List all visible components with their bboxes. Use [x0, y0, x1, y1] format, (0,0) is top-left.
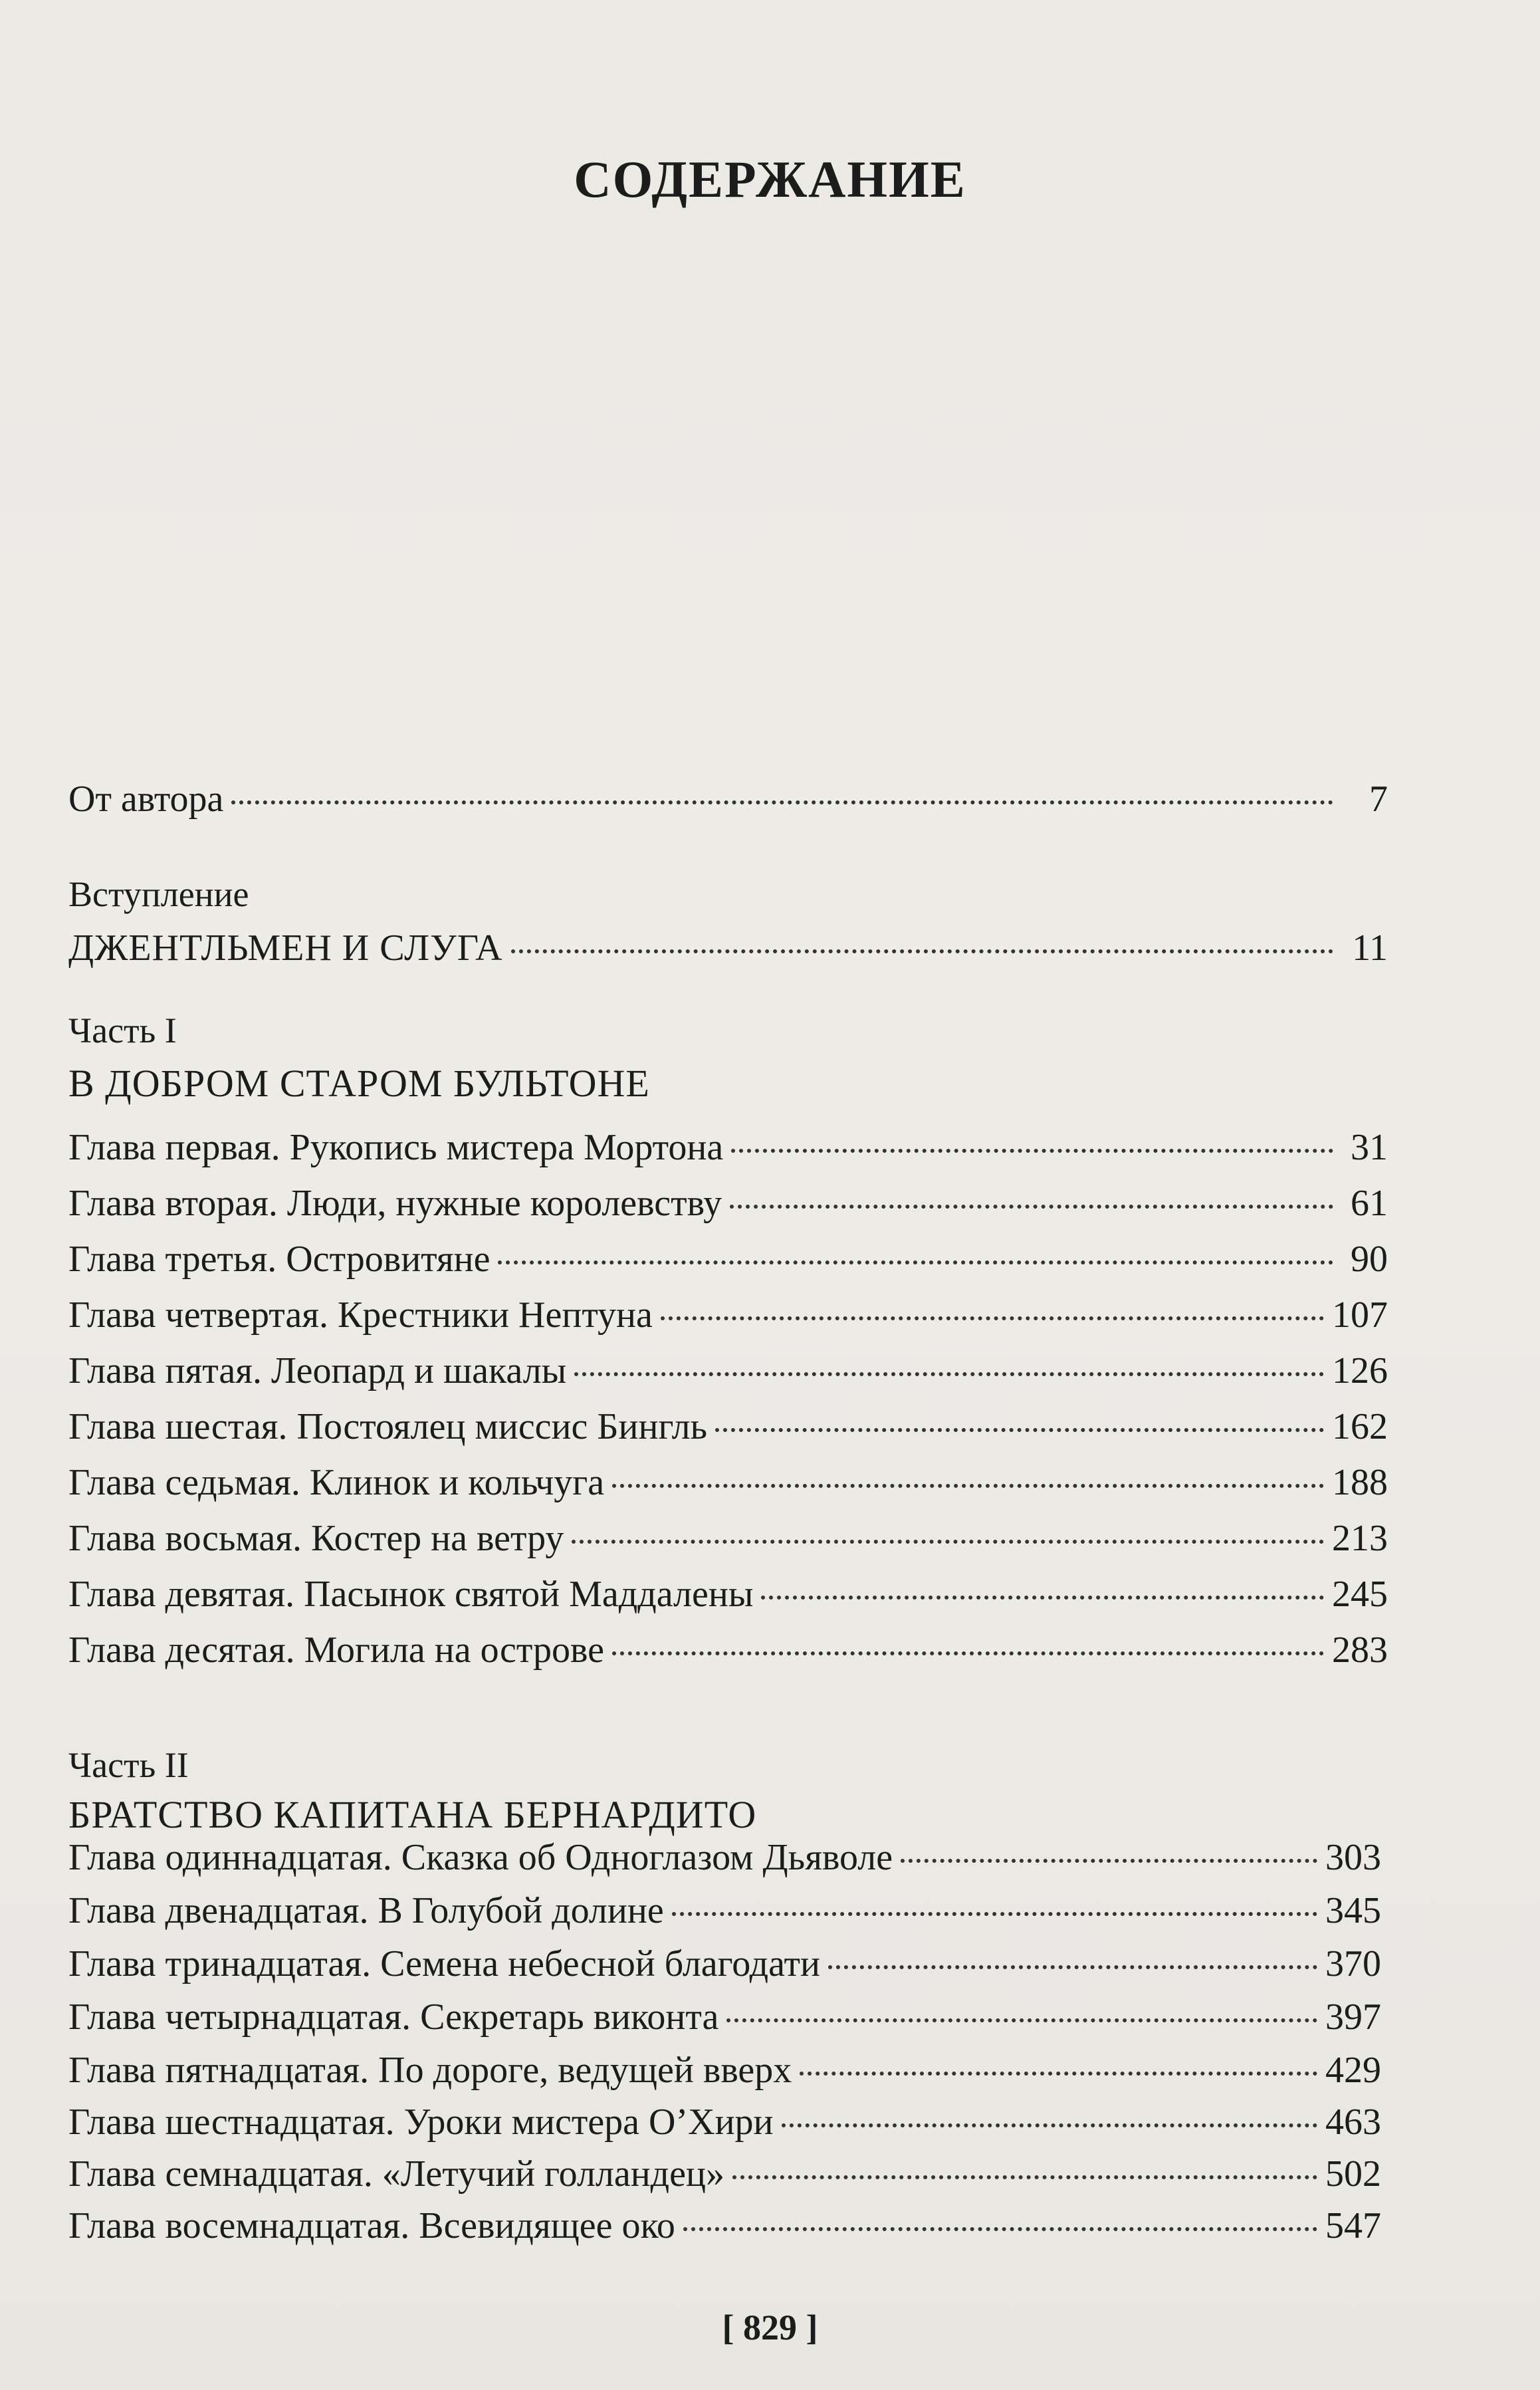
part2-heading: Часть II — [68, 1745, 189, 1785]
toc-row — [68, 2198, 1381, 2254]
dot-leader — [572, 1540, 1324, 1544]
toc-label: Глава четвертая. Крестники Нептуна — [68, 1294, 653, 1336]
toc-row — [68, 1622, 1388, 1678]
toc-page: 213 — [1332, 1518, 1388, 1559]
toc-label: Глава восемнадцатая. Всевидящее око — [68, 2205, 675, 2246]
dot-leader — [730, 1205, 1333, 1209]
toc-page: 303 — [1325, 1837, 1381, 1878]
toc-row — [68, 1510, 1388, 1566]
dot-leader — [574, 1372, 1324, 1376]
toc-page: 7 — [1369, 778, 1388, 820]
toc-page: 245 — [1332, 1574, 1388, 1615]
toc-row-author-note — [68, 771, 1388, 827]
toc-row — [68, 2146, 1381, 2202]
dot-leader — [683, 2227, 1317, 2231]
toc-label: Глава одиннадцатая. Сказка об Одноглазом Дьяволе — [68, 1837, 893, 1878]
toc-label: Глава тринадцатая. Семена небесной благодати — [68, 1943, 820, 1984]
toc-page: 397 — [1325, 1996, 1381, 2038]
toc-row — [68, 1989, 1381, 2045]
toc-row — [68, 1830, 1381, 1885]
toc-page: 345 — [1325, 1890, 1381, 1931]
dot-leader — [726, 2018, 1317, 2022]
toc-label: Глава шестая. Постоялец миссис Бингль — [68, 1406, 708, 1447]
page-number: [ 829 ] — [722, 2308, 818, 2347]
dot-leader — [901, 1859, 1317, 1863]
toc-row — [68, 1936, 1381, 1992]
page-title: СОДЕРЖАНИЕ — [574, 150, 966, 208]
intro-heading: Вступление — [68, 874, 249, 914]
toc-label: Глава четырнадцатая. Секретарь виконта — [68, 1996, 719, 2038]
dot-leader — [761, 1596, 1324, 1600]
toc-row — [68, 1455, 1388, 1510]
toc-label: Глава семнадцатая. «Летучий голландец» — [68, 2153, 724, 2195]
toc-row — [68, 1287, 1388, 1343]
toc-row-intro — [68, 920, 1388, 976]
toc-label: Глава первая. Рукопись мистера Мортона — [68, 1127, 724, 1168]
toc-label: Глава девятая. Пасынок святой Маддалены — [68, 1574, 754, 1615]
toc-label: Глава двенадцатая. В Голубой долине — [68, 1890, 664, 1931]
toc-page: 463 — [1325, 2101, 1381, 2143]
toc-label: ДЖЕНТЛЬМЕН И СЛУГА — [68, 927, 503, 969]
toc-page: 547 — [1325, 2205, 1381, 2246]
toc-label: Глава шестнадцатая. Уроки мистера О’Хири — [68, 2101, 774, 2143]
toc-row — [68, 2094, 1381, 2150]
toc-page: 429 — [1325, 2050, 1381, 2091]
toc-label: Глава восьмая. Костер на ветру — [68, 1518, 564, 1559]
toc-label: Глава седьмая. Клинок и кольчуга — [68, 1462, 605, 1503]
dot-leader — [828, 1965, 1317, 1969]
dot-leader — [612, 1484, 1324, 1488]
dot-leader — [672, 1912, 1317, 1916]
part1-heading: Часть I — [68, 1011, 177, 1050]
toc-row — [68, 1343, 1388, 1399]
toc-label: Глава пятнадцатая. По дороге, ведущей вверх — [68, 2050, 792, 2091]
toc-row — [68, 2042, 1381, 2098]
dot-leader — [612, 1651, 1324, 1655]
toc-page: 61 — [1351, 1183, 1388, 1224]
dot-leader — [231, 800, 1333, 804]
toc-page: 188 — [1332, 1462, 1388, 1503]
toc-page: 90 — [1351, 1239, 1388, 1280]
toc-row — [68, 1399, 1388, 1455]
toc-label: Глава десятая. Могила на острове — [68, 1629, 604, 1671]
toc-row — [68, 1883, 1381, 1939]
dot-leader — [661, 1316, 1324, 1320]
toc-label: Глава третья. Островитяне — [68, 1239, 491, 1280]
toc-row — [68, 1120, 1388, 1175]
toc-page: 283 — [1332, 1629, 1388, 1671]
toc-page: 31 — [1351, 1127, 1388, 1168]
dot-leader — [511, 949, 1333, 953]
toc-label: Глава пятая. Леопард и шакалы — [68, 1350, 567, 1391]
dot-leader — [782, 2123, 1318, 2127]
dot-leader — [498, 1260, 1333, 1264]
toc-row — [68, 1175, 1388, 1231]
toc-page: 370 — [1325, 1943, 1381, 1984]
dot-leader — [715, 1428, 1324, 1432]
dot-leader — [731, 1149, 1333, 1153]
toc-row — [68, 1566, 1388, 1622]
part2-title: БРАТСТВО КАПИТАНА БЕРНАРДИТО — [68, 1793, 757, 1836]
toc-page: 107 — [1332, 1294, 1388, 1336]
toc-page: 11 — [1352, 927, 1388, 969]
toc-label: Глава вторая. Люди, нужные королевству — [68, 1183, 722, 1224]
toc-page: 162 — [1332, 1406, 1388, 1447]
part1-title: В ДОБРОМ СТАРОМ БУЛЬТОНЕ — [68, 1062, 650, 1105]
toc-label: От автора — [68, 778, 224, 820]
toc-page: 502 — [1325, 2153, 1381, 2195]
dot-leader — [800, 2072, 1317, 2076]
toc-page: 126 — [1332, 1350, 1388, 1391]
toc-row — [68, 1231, 1388, 1287]
dot-leader — [732, 2175, 1317, 2179]
